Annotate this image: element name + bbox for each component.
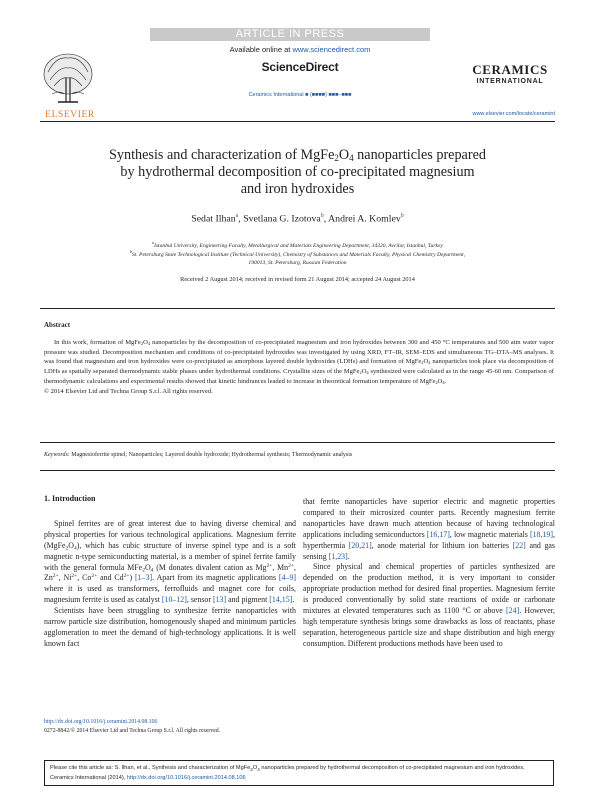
sciencedirect-logo: ScienceDirect — [261, 60, 339, 74]
citation-link[interactable]: [4–9] — [278, 573, 297, 583]
affiliation-link[interactable]: b — [400, 213, 404, 219]
citation-link[interactable]: [1,23] — [328, 551, 348, 561]
keywords-text: Magnesioferrite spinel; Nanoparticles; Layered double hydroxide; Hydrothermal synthesis; Thermodynamic analysis — [71, 452, 353, 458]
intro-paragraph-2-cont: that ferrite nanoparticles have superior electric and magnetic properties compared to their microsized counter parts. Recently magnesium ferrite nanoparticles have drawn much attention because of having technological applications including semiconductors [16,17], low magnetic materials [18,19], hyperthermia [20,21], anode material for lithium ion batteries [22] and gas sensing [1,23]. — [303, 497, 555, 561]
ceramics-logo-line1: CERAMICS — [472, 62, 548, 77]
citation-link[interactable]: [20,21] — [348, 540, 372, 550]
doi-link[interactable]: http://dx.doi.org/10.1016/j.ceramint.2014.08.106 — [44, 719, 158, 725]
author-name: Svetlana G. Izotova — [243, 213, 321, 225]
author-name: Sedat Ilhan — [191, 213, 236, 225]
affiliation-link[interactable]: b — [320, 213, 324, 219]
journal-url-link[interactable]: www.elsevier.com/locate/ceramint — [472, 111, 555, 117]
available-online-label: Available online at — [229, 45, 291, 54]
sciencedirect-link[interactable]: www.sciencedirect.com — [292, 45, 371, 54]
citation-link[interactable]: [18,19] — [529, 529, 553, 539]
sciencedirect-block — [190, 44, 410, 98]
journal-header — [40, 44, 555, 124]
right-column — [303, 497, 555, 650]
abstract-body: In this work, formation of $MgFe_2O_4$ nanoparticles by the decomposition of co-precipitated magnesium and iron hydroxides between 300 and 450 °C temperatures and 500 atm water vapor pressure was studied. Decomposition mechanism and conditions of co-precipitated hydroxides was investigated by using XRD, FT–IR, SEM–EDS and simultaneous TG–DTA–MS analyses. It was found that magnesium and iron hydroxides were co-precipitated as amorphous layered double hydroxides (LDHs) and formation of $MgFe_2O_4$ nanoparticles took place via decomposition of LDHs as spatially separated thermodynamic stable phases under hydrothermal conditions. Crystallite sizes of the $MgFe_2O_4$ synthesized were calculated as in the range 45-60 nm. Comparison of thermodynamic calculations and experimental results showed that kinetic hindrances leaded to increase in theoretical formation temperature of $MgFe_2O_4$. © 2014 Elsevier Ltd and Techna Group S.r.l. All rights reserved. — [44, 339, 554, 395]
citation-link[interactable]: [16,17] — [426, 529, 450, 539]
section-heading-introduction: 1. Introduction — [44, 494, 96, 503]
abstract-heading: Abstract — [44, 321, 71, 329]
left-column — [44, 494, 296, 650]
citation-box: Please cite this article as: S. Ilhan, et al., Synthesis and characterization of $MgFe_2O_4$ nanoparticles prepared by hydrothermal decomposition of co-precipitated magnesium and iron hydroxides, Ceramics International (2014), http://dx.doi.org/10.1016/j.ceramint.2014.08.106 — [44, 760, 554, 786]
available-online-line — [190, 44, 410, 56]
affiliation-a: $^a$Istanbul University, Engineering Faculty, Metallurgical and Materials Engineering Department, 34320, Avcilar, Istanbul, Turkey — [152, 240, 443, 249]
affiliation-link[interactable]: a — [235, 213, 239, 219]
citation-link[interactable]: [10–12] — [161, 595, 187, 605]
citation-link[interactable]: [14,15] — [269, 595, 293, 605]
author-list: Sedat Ilhan$^a$, Svetlana G. Izotova$^b$, Andrei A. Komlev$^b$ — [191, 213, 404, 225]
elsevier-tree-logo-icon — [40, 50, 96, 108]
keywords-bottom-rule — [40, 470, 555, 471]
header-rule — [40, 121, 555, 122]
intro-paragraph-3: Since physical and chemical properties of particles synthesized are depended on the production method, it is very important to consider appropriate production method for desired final properties. Magnesium ferrite is produced conventionally by solid state reactions of oxide or carbonate mixtures at elevated temperatures such as 1100 °C or above [24]. However, high temperature synthesis brings some drawbacks as loss of reactants, phase separation, heterogeneous particle size and shape distribution and high energy consumption. Different productions methods have been used to — [303, 562, 555, 648]
article-title: Synthesis and characterization of $MgFe_2O_4$ nanoparticles prepared by hydrothermal decomposition of co-precipitated magnesium and iron hydroxides — [109, 147, 486, 197]
elsevier-wordmark: ELSEVIER — [45, 110, 95, 120]
article-footnote — [44, 718, 220, 736]
keywords-label: Keywords: — [44, 452, 70, 458]
intro-paragraph-1: Spinel ferrites are of great interest due to having diverse chemical and physical properties for various technological applications. Magnesium ferrite $(MgFe_2O_4)$, which has cubic structure of inverse spinel type and is a soft magnetic n-type semiconducting material, is a member of spinel ferrite family with the general formula $MFe_2O_4$ (M donates divalent cation as $Mg^{2+}$, $Mn^{2+}$, $Zn^{2+}$, $Ni^{2+}$, $Co^{2+}$ and $Cd^{2+}$) [1–3]. Apart from its magnetic applications [4–9] where it is used as transformers, ferrofluids and magnet core for coils, magnesium ferrite is used as catalyst [10–12], sensor [13] and pigment [14,15]. — [44, 518, 297, 605]
author-name: Andrei A. Komlev — [328, 213, 401, 225]
cite-doi-link[interactable]: http://dx.doi.org/10.1016/j.ceramint.2014.08.106 — [126, 775, 246, 782]
journal-reference-link[interactable]: Ceramics International ■ (■■■■) ■■■–■■■ — [248, 92, 352, 98]
intro-paragraph-2: Scientists have been struggling to synthesize ferrite nanoparticles with narrow particle size distribution, homogenously shaped and minimum particles agglomeration to meet the demand of high-technology applications. It is well known fact — [44, 606, 296, 648]
citation-link[interactable]: [13] — [212, 595, 227, 605]
keywords-top-rule — [40, 442, 555, 443]
ceramics-logo-line2: INTERNATIONAL — [476, 78, 544, 85]
abstract-copyright: © 2014 Elsevier Ltd and Techna Group S.r.l. All rights reserved. — [44, 387, 213, 395]
abstract-top-rule — [40, 308, 555, 309]
affiliation-b: $^b$St. Petersburg State Technological Institute (Technical University), Chemistry of Substances and Materials Faculty, Physical Chemistry Department, 190013, St. Petersburg, Russian Federation — [129, 249, 466, 266]
issn-line: 0272-8842/© 2014 Elsevier Ltd and Techna Group S.r.l. All rights reserved. — [44, 728, 221, 734]
keywords-line — [44, 452, 352, 458]
citation-link[interactable]: [1–3] — [135, 573, 153, 583]
article-in-press-banner: ARTICLE IN PRESS — [150, 28, 430, 41]
citation-link[interactable]: [22] — [512, 540, 526, 550]
citation-link[interactable]: [24] — [506, 606, 520, 616]
received-dates: Received 2 August 2014; received in revised form 21 August 2014; accepted 24 August 2014 — [180, 276, 415, 283]
ceramics-international-logo — [465, 62, 555, 85]
